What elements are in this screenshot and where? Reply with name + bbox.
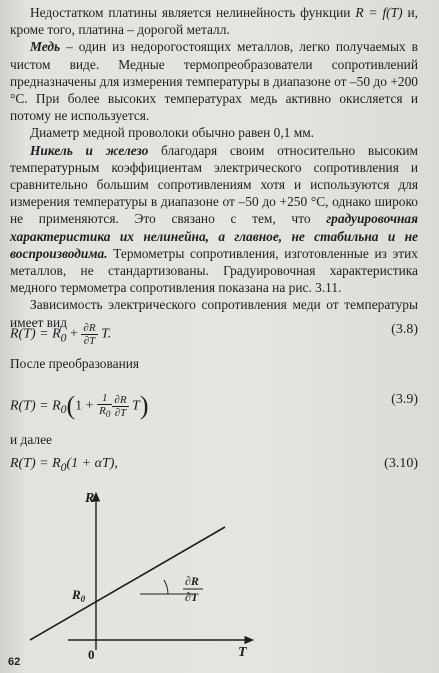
and-further-label: и далее <box>10 432 52 447</box>
slope-denominator: ∂T <box>185 590 199 604</box>
equation-3-9: $R(T) = R_0(1$ + $\frac{1}{R_0}$ $\frac{\partial R}{\partial T}$ T) (3.9) <box>10 391 418 421</box>
term-copper: Медь <box>30 39 61 55</box>
paragraph-copper: Медь – один из недорогостоящих металлов, легко получаемых в чистом виде. Медные термопреобразователи сопротивлений предназначены для измерения температуры в диапазоне от –50 до +200 °С. При более высоких температурах медь активно окисляется и потому не используется. <box>10 39 418 124</box>
paragraph-nickel-iron: Никель и железо благодаря своим относительно высоким температурным коэффициентам электрического сопротивления и сравнительно большим сопротивлениям хотя и используются для измерения температуры в диапазоне от –50 до +250 °С, однако широко не применяются. Это связано с тем, что градуировочная характеристика их нелинейна, а главное, не стабильна и не воспроизводима. Термометры сопротивления, изготовленные из этих металлов, не стандартизованы. Градуировочная характеристика медного термометра сопротивления показана на рис. 3.11. <box>10 142 419 296</box>
paragraph-dependence: Зависимость электрического сопротивления меди от температуры имеет вид <box>10 297 418 330</box>
after-transform-label: После преобразования <box>10 356 140 371</box>
equation-number: (3.10) <box>384 456 418 471</box>
slope-numerator: ∂R <box>185 574 199 588</box>
origin-label: 0 <box>88 647 95 662</box>
paragraph-diameter: Диаметр медной проволоки обычно равен 0,1 мм. <box>30 125 315 141</box>
equation-3-10: $R(T) = R_0(1 + \alpha T)$, (3.10) <box>10 456 418 474</box>
term-nickel-iron: Никель и железо <box>30 142 149 158</box>
x-axis-label: T <box>238 645 247 660</box>
r0-label: $R_0$ <box>72 587 86 604</box>
page-number: 62 <box>8 656 21 668</box>
emphasis-text: градуировочная характеристика их нелинейна, а главное, не стабильна и не воспроизводима. <box>10 211 418 261</box>
y-axis-label: R <box>85 491 95 506</box>
equation-number: (3.8) <box>391 322 418 337</box>
equation-number: (3.9) <box>391 392 418 407</box>
paragraph-platinum: Недостатком платины является нелинейность функции R = f(T) и, кроме того, платина – дорогой металл. <box>10 5 418 38</box>
slope-angle-arc <box>164 580 168 594</box>
equation-3-8: $R(T) = R_0$ + $\frac{\partial R}{\partial T}$ T. (3.8) <box>10 322 418 347</box>
